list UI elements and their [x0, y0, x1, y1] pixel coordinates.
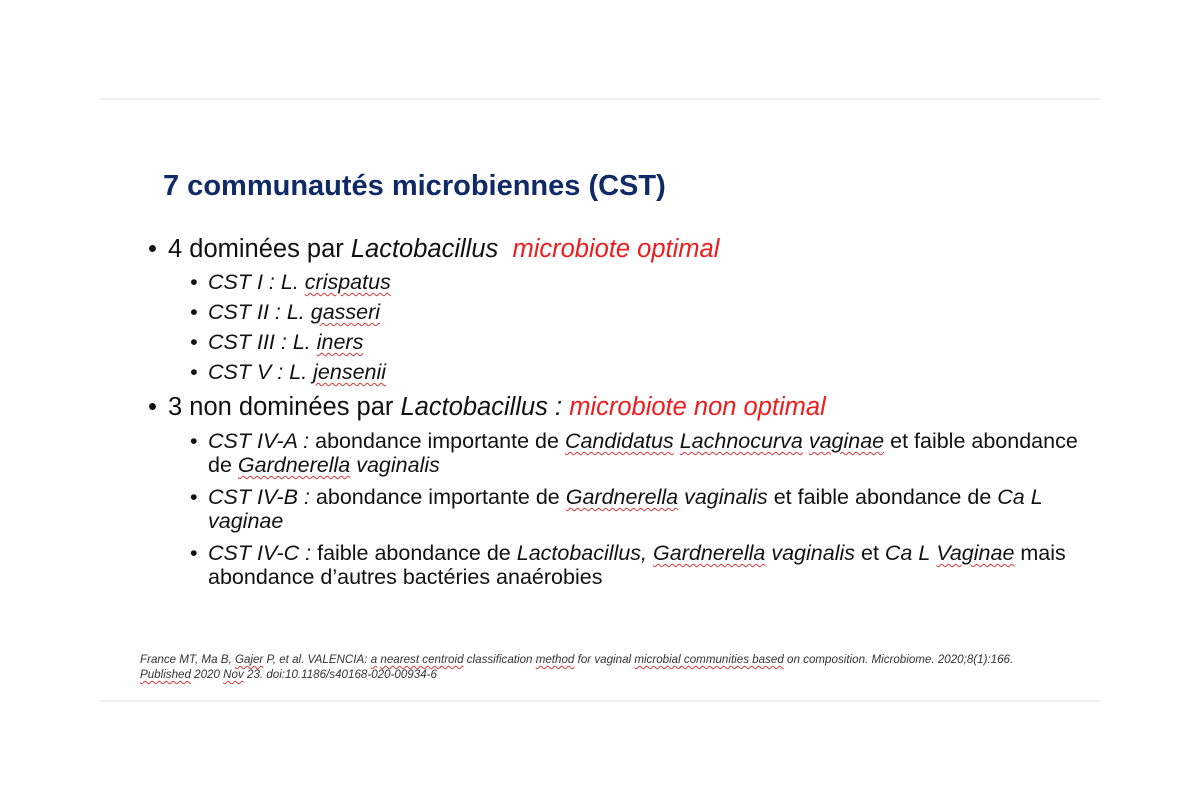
reference-citation: France MT, Ma B, Gajer P, et al. VALENCIA: a nearest centroid classification method for vaginal microbial communities based on composition. Microbiome. 2020;8(1):166. Published 2020 Nov 23. doi:10.1186/s40168-020-00934-6	[140, 653, 1014, 681]
list-item-cst-ii: • CST II : L. gasseri	[188, 300, 1078, 324]
bottom-divider	[100, 700, 1100, 702]
status-non-optimal: microbiote non optimal	[569, 393, 826, 421]
genus-name: Lactobacillus	[350, 235, 499, 263]
bullet-non-lactobacillus	[148, 390, 1078, 424]
bullet-list	[148, 232, 1078, 589]
list-item-cst-iii: • CST III : L. iners	[188, 330, 1078, 354]
bullet-lactobacillus-dominated	[148, 232, 1078, 266]
genus-name: Lactobacillus :	[400, 393, 563, 421]
list-item-cst-iv-c: • CST IV-C : faible abondance de Lactobacillus, Gardnerella vaginalis et Ca L Vaginae mais abondance d’autres bactéries anaérobies	[188, 541, 1078, 589]
top-divider	[100, 98, 1100, 100]
list-item-cst-iv-a: • CST IV-A : abondance importante de Candidatus Lachnocurva vaginae et faible abondance de Gardnerella vaginalis	[188, 429, 1078, 477]
slide-title: 7 communautés microbiennes (CST)	[163, 170, 666, 202]
status-optimal: microbiote optimal	[512, 235, 720, 263]
list-item-cst-v: • CST V : L. jensenii	[188, 360, 1078, 384]
list-item-cst-i: • CST I : L. crispatus	[188, 270, 1078, 294]
list-item-cst-iv-b: • CST IV-B : abondance importante de Gardnerella vaginalis et faible abondance de Ca L vaginae	[188, 485, 1078, 533]
bullet-text: 3 non dominées par	[168, 393, 401, 421]
bullet-text: 4 dominées par	[168, 235, 351, 263]
